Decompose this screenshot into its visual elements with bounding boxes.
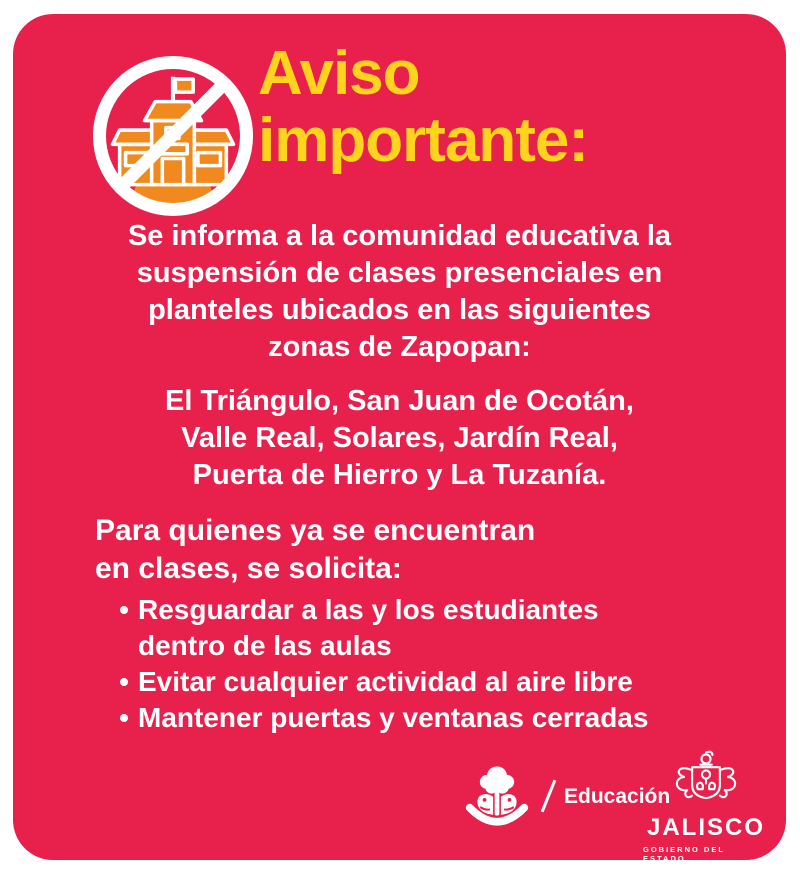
no-school-icon	[90, 50, 256, 222]
request-heading	[95, 512, 535, 588]
intro-line: zonas de Zapopan:	[268, 331, 531, 363]
bullet-text: Resguardar a las y los estudiantes dentro de las aulas	[138, 594, 599, 661]
title-line-2: importante:	[258, 106, 588, 175]
jalisco-logo	[643, 750, 769, 863]
intro-line: Se informa a la comunidad educativa la	[127, 220, 672, 252]
request-bullet-list	[110, 592, 730, 736]
bullet-dot: •	[119, 594, 129, 625]
educacion-emblem-icon	[459, 764, 535, 842]
zones-paragraph	[13, 383, 786, 494]
bullet-dot: •	[119, 702, 129, 733]
request-heading-line-1: Para quienes ya se encuentran	[95, 514, 536, 547]
bullet-dot: •	[119, 666, 129, 697]
list-item	[110, 592, 730, 664]
notice-card	[13, 14, 786, 863]
footer	[13, 750, 786, 863]
bullet-text: Evitar cualquier actividad al aire libre	[138, 666, 633, 697]
jalisco-crest-icon	[665, 750, 747, 812]
intro-line: suspensión de clases presenciales en	[136, 257, 663, 289]
intro-paragraph	[13, 218, 786, 366]
educacion-logo	[459, 764, 670, 842]
page-title	[258, 40, 588, 174]
slash-divider	[541, 780, 557, 813]
jalisco-label: JALISCO	[646, 814, 765, 841]
zones-line: Puerta de Hierro y La Tuzanía.	[192, 459, 607, 491]
list-item	[110, 700, 730, 736]
list-item	[110, 664, 730, 700]
educacion-label: Educación	[564, 785, 671, 808]
request-heading-line-2: en clases, se solicita:	[95, 552, 402, 585]
bullet-text: Mantener puertas y ventanas cerradas	[138, 702, 649, 733]
jalisco-sublabel: GOBIERNO DEL ESTADO	[643, 845, 725, 863]
zones-line: Valle Real, Solares, Jardín Real,	[181, 422, 618, 454]
title-line-1: Aviso	[258, 39, 420, 108]
zones-line: El Triángulo, San Juan de Ocotán,	[165, 385, 634, 417]
intro-line: planteles ubicados en las siguientes	[148, 294, 651, 326]
